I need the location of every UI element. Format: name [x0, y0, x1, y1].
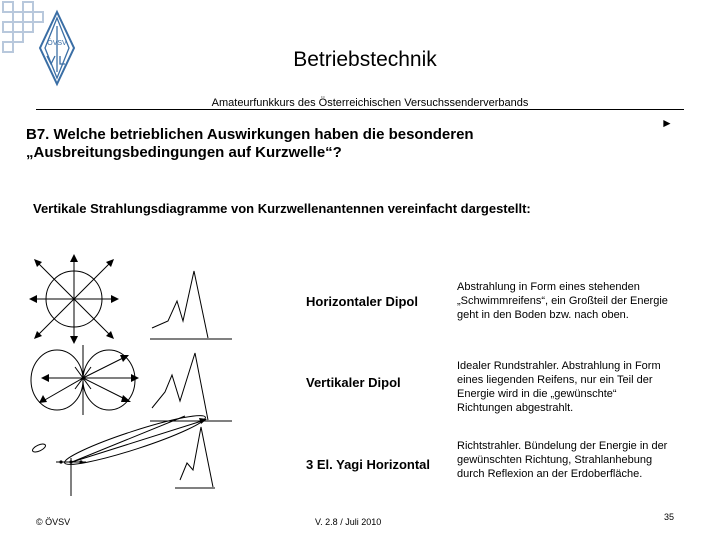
- row-3-description: [457, 439, 697, 481]
- horizontal-dipole-elevation-plot: [150, 268, 240, 348]
- footer-version: V. 2.8 / Juli 2010: [315, 517, 382, 527]
- question-line-2: „Ausbreitungsbedingungen auf Kurzwelle“?: [26, 144, 342, 161]
- row-1-description: [457, 280, 697, 322]
- row-3-desc-line: Richtstrahler. Bündelung der Energie in der: [457, 440, 668, 452]
- row-3-desc-line: gewünschten Richtung, Strahlanhebung: [457, 454, 653, 466]
- question-line-1: B7. Welche betrieblichen Auswirkungen haben die besonderen: [26, 126, 474, 143]
- row-2-desc-line: Energie wird in die „gewünschte“: [457, 388, 617, 400]
- ovsv-logo: [0, 0, 90, 90]
- row-1-desc-line: „Schwimmreifens“, ein Großteil der Energie: [457, 295, 668, 307]
- row-2-desc-line: eines liegenden Reifens, nur ein Teil der: [457, 374, 653, 386]
- page-title: Betriebstechnik: [293, 48, 437, 71]
- logo-text: ÖVSV: [47, 40, 67, 47]
- row-1-desc-line: Abstrahlung in Form eines stehenden: [457, 281, 640, 293]
- row-2-label: Vertikaler Dipol: [306, 375, 401, 390]
- yagi-elevation-plot: [175, 425, 255, 495]
- header-divider: [36, 109, 684, 110]
- row-2-desc-line: Idealer Rundstrahler. Abstrahlung in Form: [457, 360, 661, 372]
- page-subtitle: Amateurfunkkurs des Österreichischen Versuchssenderverbands: [211, 97, 529, 109]
- row-1-label: Horizontaler Dipol: [306, 294, 418, 309]
- footer-copyright: © ÖVSV: [36, 517, 71, 527]
- question-text: [26, 126, 586, 162]
- page-number: 35: [664, 512, 675, 522]
- row-1-desc-line: geht in den Boden bzw. nach oben.: [457, 309, 629, 321]
- row-2-description: [457, 359, 697, 415]
- intro-text: Vertikale Strahlungsdiagramme von Kurzwellenantennen vereinfacht dargestellt:: [33, 201, 531, 216]
- row-2-desc-line: Richtungen abgestrahlt.: [457, 402, 574, 414]
- row-3-desc-line: durch Reflexion an der Erdoberfläche.: [457, 468, 643, 480]
- horizontal-dipole-pattern-diagram: [25, 250, 135, 360]
- row-3-label: 3 El. Yagi Horizontal: [306, 457, 431, 472]
- next-slide-arrow[interactable]: ►: [661, 116, 673, 130]
